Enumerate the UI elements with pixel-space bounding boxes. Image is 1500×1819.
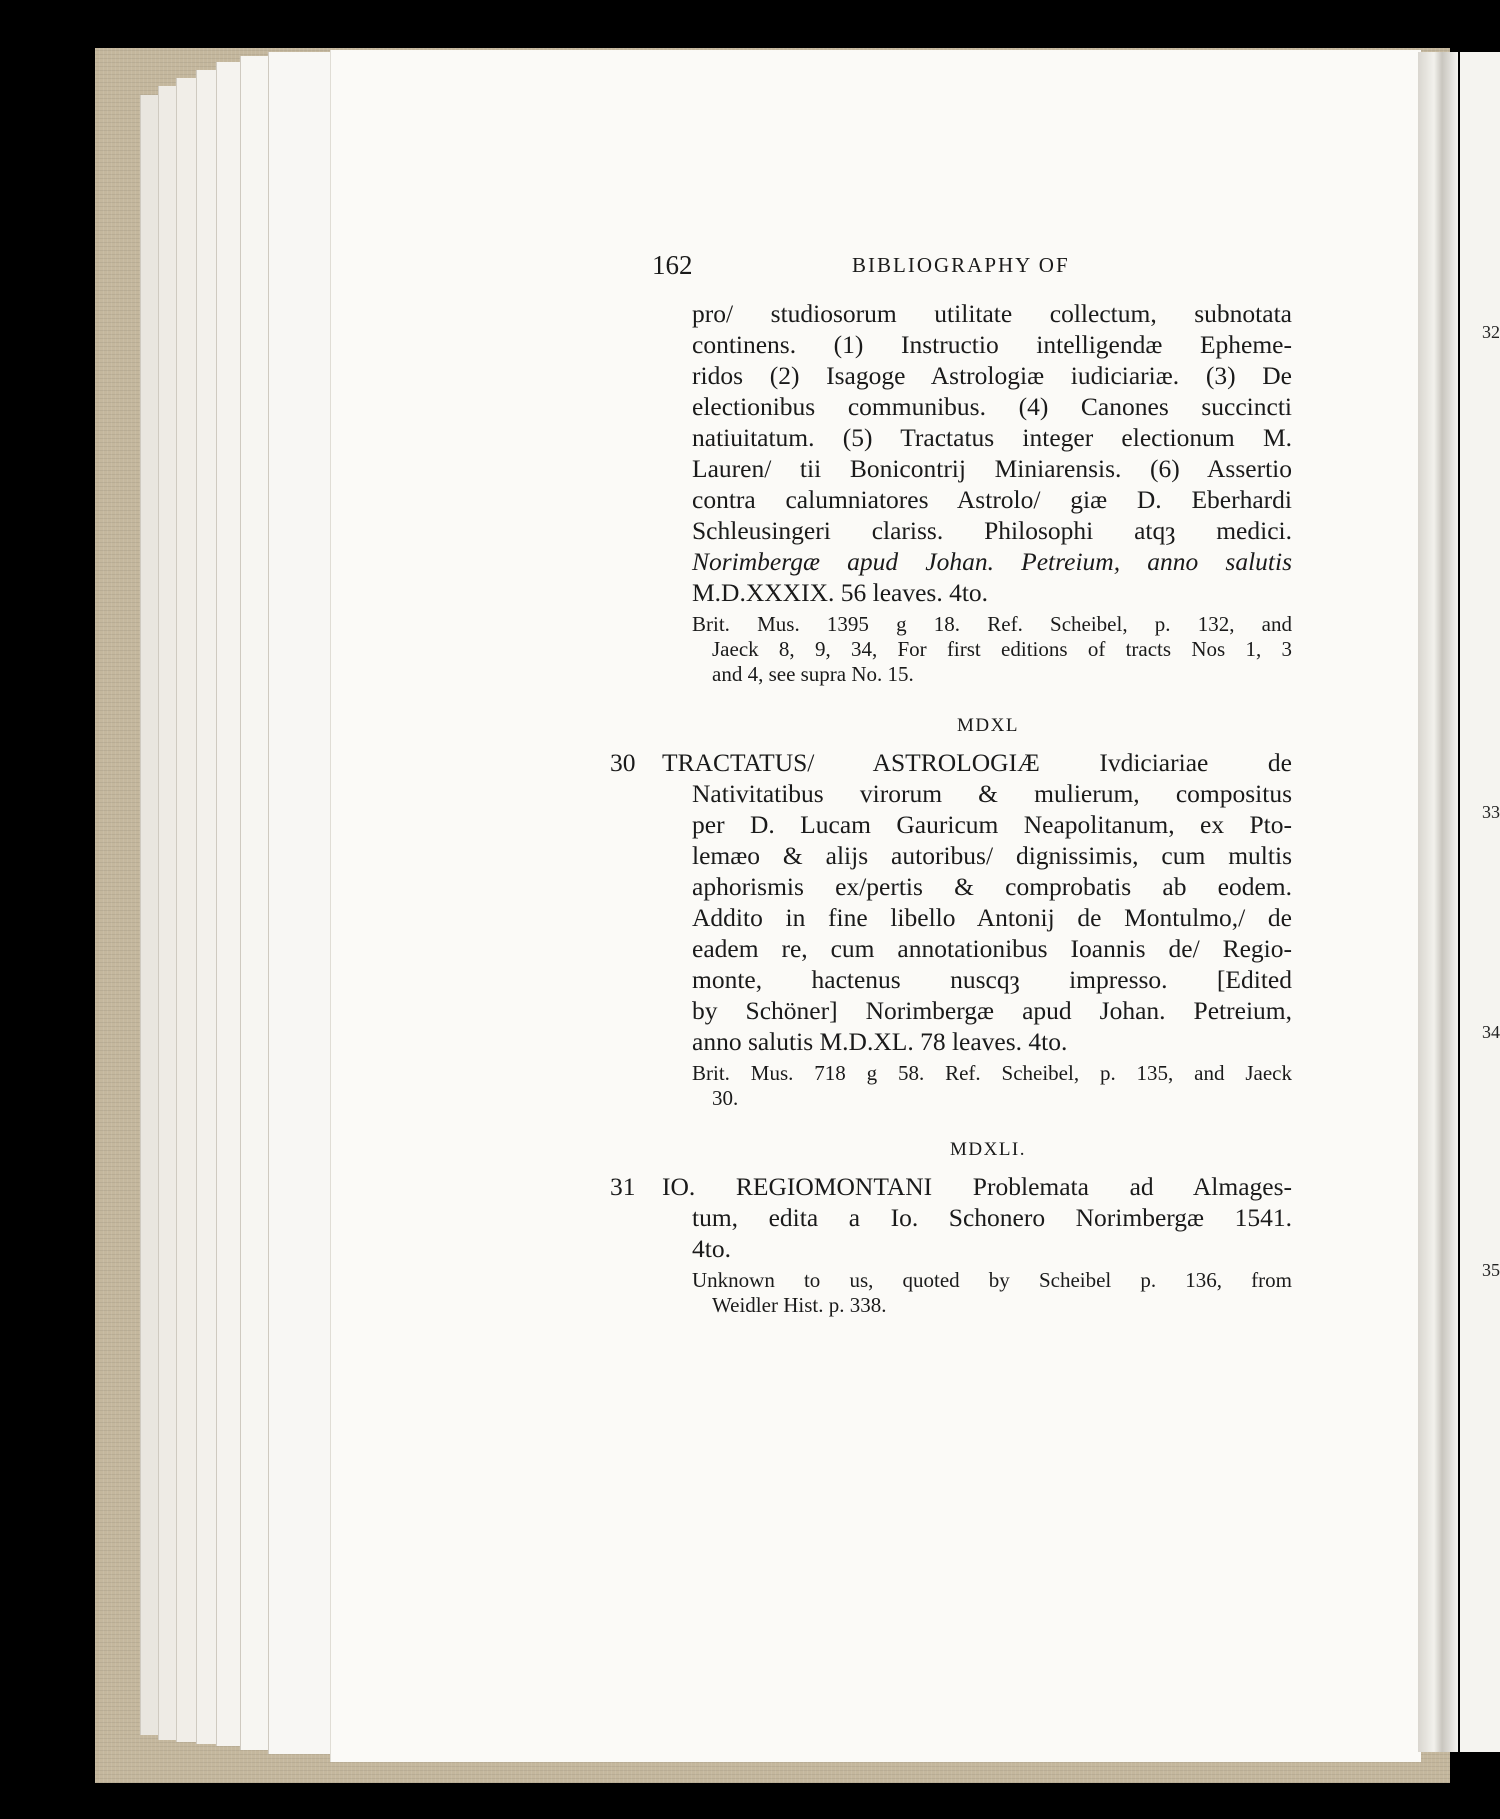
next-page-edge bbox=[1460, 52, 1500, 1752]
margin-number: 34 bbox=[1482, 1022, 1500, 1042]
text-line: electionibus communibus. (4) Canones succincti bbox=[692, 392, 1292, 421]
ref-line: Weidler Hist. p. 338. bbox=[712, 1293, 887, 1317]
ref-line: Jaeck 8, 9, 34, For first editions of tracts Nos 1, 3 bbox=[712, 637, 1292, 661]
gutter bbox=[1418, 52, 1458, 1752]
entry-number: 31 bbox=[610, 1172, 636, 1201]
text-line: IO. REGIOMONTANI Problemata ad Almages- bbox=[662, 1172, 1292, 1201]
running-title: BIBLIOGRAPHY OF bbox=[852, 253, 1070, 277]
text-line: Addito in fine libello Antonij de Montulmo,/ de bbox=[692, 903, 1292, 932]
ref-line: Brit. Mus. 1395 g 18. Ref. Scheibel, p. 132, and bbox=[692, 612, 1292, 636]
year-heading: MDXL bbox=[957, 715, 1019, 736]
ref-line: and 4, see supra No. 15. bbox=[712, 662, 914, 686]
text-line: Norimbergæ apud Johan. Petreium, anno salutis bbox=[692, 547, 1292, 576]
margin-number: 32 bbox=[1482, 322, 1500, 342]
entry-continuation bbox=[692, 298, 1292, 608]
text-line: 4to. bbox=[692, 1234, 731, 1263]
entry-number: 30 bbox=[610, 748, 636, 777]
text-line: eadem re, cum annotationibus Ioannis de/ Regio- bbox=[692, 934, 1292, 963]
running-head bbox=[620, 250, 1296, 284]
text-line: aphorismis ex/pertis & comprobatis ab eodem. bbox=[692, 872, 1292, 901]
text-line: TRACTATUS/ ASTROLOGIÆ Ivdiciariae de bbox=[662, 748, 1292, 777]
reference-note bbox=[692, 1061, 1292, 1111]
text-line: lemæo & alijs autoribus/ dignissimis, cum multis bbox=[692, 841, 1292, 870]
ref-line: Unknown to us, quoted by Scheibel p. 136, from bbox=[692, 1268, 1292, 1292]
entry-31 bbox=[610, 1171, 1292, 1264]
reference-note bbox=[692, 612, 1292, 687]
margin-number: 33 bbox=[1482, 802, 1500, 822]
margin-number: 35 bbox=[1482, 1260, 1500, 1280]
page-number: 162 bbox=[652, 250, 693, 280]
text-line: M.D.XXXIX. 56 leaves. 4to. bbox=[692, 578, 989, 607]
text-line: pro/ studiosorum utilitate collectum, subnotata bbox=[692, 299, 1292, 328]
text-line: per D. Lucam Gauricum Neapolitanum, ex Pto- bbox=[692, 810, 1292, 839]
reference-note bbox=[692, 1268, 1292, 1318]
year-heading: MDXLI. bbox=[949, 1139, 1027, 1160]
text-line: by Schöner] Norimbergæ apud Johan. Petreium, bbox=[692, 996, 1292, 1025]
text-line: tum, edita a Io. Schonero Norimbergæ 1541. bbox=[692, 1203, 1292, 1232]
text-line: continens. (1) Instructio intelligendæ Epheme- bbox=[692, 330, 1292, 359]
text-line: Nativitatibus virorum & mulierum, compositus bbox=[692, 779, 1292, 808]
entry-30 bbox=[610, 747, 1292, 1057]
text-line: anno salutis M.D.XL. 78 leaves. 4to. bbox=[692, 1027, 1068, 1056]
ref-line: Brit. Mus. 718 g 58. Ref. Scheibel, p. 135, and Jaeck bbox=[692, 1061, 1292, 1085]
page-content bbox=[610, 250, 1296, 1318]
text-line: ridos (2) Isagoge Astrologiæ iudiciariæ. (3) De bbox=[692, 361, 1292, 390]
text-line: monte, hactenus nuscqȝ impresso. [Edited bbox=[692, 965, 1292, 994]
text-line: natiuitatum. (5) Tractatus integer electionum M. bbox=[692, 423, 1292, 452]
text-line: contra calumniatores Astrolo/ giæ D. Eberhardi bbox=[692, 485, 1292, 514]
text-line: Schleusingeri clariss. Philosophi atqȝ medici. bbox=[692, 516, 1292, 545]
ref-line: 30. bbox=[712, 1086, 739, 1110]
text-line: Lauren/ tii Bonicontrij Miniarensis. (6) Assertio bbox=[692, 454, 1292, 483]
